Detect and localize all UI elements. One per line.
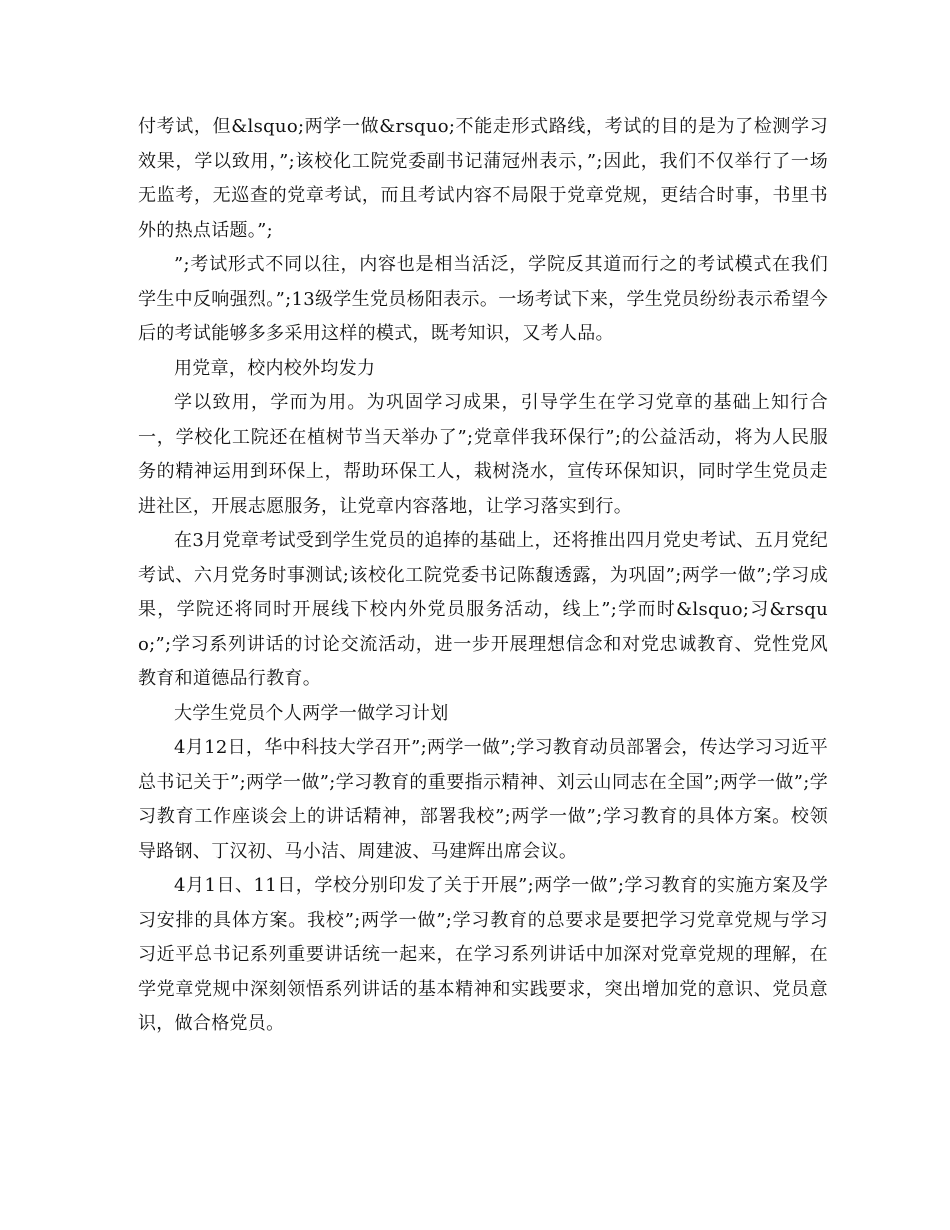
paragraph-6: 4月1日、11日，学校分别印发了关于开展”;两学一做”;学习教育的实施方案及学习安排的具体方案。我校”;两学一做”;学习教育的总要求是要把学习党章党规与学习习近平总书记系列重要讲话统一起来，在学习系列讲话中加深对党章党规的理解，在学党章党规中深刻领悟系列讲话的基本精神和实践要求，突出增加党的意识、党员意识，做合格党员。 <box>138 875 828 1034</box>
section-heading-study-plan: 大学生党员个人两学一做学习计划 <box>174 702 449 724</box>
paragraph-3: 学以致用，学而为用。为巩固学习成果，引导学生在学习党章的基础上知行合一，学校化工院还在植树节当天举办了”;党章伴我环保行”;的公益活动，将为人民服务的精神运用到环保上，帮助环保工人，栽树浇水，宣传环保知识，同时学生党员走进社区，开展志愿服务，让党章内容落地，让学习落实到行。 <box>138 392 828 517</box>
section-heading-use-party-charter: 用党章，校内校外均发力 <box>174 357 376 379</box>
paragraph-4: 在3月党章考试受到学生党员的追捧的基础上，还将推出四月党史考试、五月党纪考试、六月党务时事测试;该校化工院党委书记陈馥透露，为巩固”;两学一做”;学习成果，学院还将同时开展线下校内外党员服务活动，线上”;学而时&lsquo;习&rsquo;”;学习系列讲话的讨论交流活动，进一步开展理想信念和对党忠诚教育、党性党风教育和道德品行教育。 <box>138 530 828 689</box>
paragraph-2: ”;考试形式不同以往，内容也是相当活泛，学院反其道而行之的考试模式在我们学生中反响强烈。”;13级学生党员杨阳表示。一场考试下来，学生党员纷纷表示希望今后的考试能够多多采用这样的模式，既考知识，又考人品。 <box>138 254 828 344</box>
paragraph-1: 付考试，但&lsquo;两学一做&rsquo;不能走形式路线，考试的目的是为了检测学习效果，学以致用，”;该校化工院党委副书记蒲冠州表示，”;因此，我们不仅举行了一场无监考，无巡查的党章考试，而且考试内容不局限于党章党规，更结合时事，书里书外的热点话题。”; <box>138 116 828 241</box>
paragraph-5: 4月12日，华中科技大学召开”;两学一做”;学习教育动员部署会，传达学习习近平总书记关于”;两学一做”;学习教育的重要指示精神、刘云山同志在全国”;两学一做”;学习教育工作座谈会上的讲话精神，部署我校”;两学一做”;学习教育的具体方案。校领导路钢、丁汉初、马小洁、周建波、马建辉出席会议。 <box>138 737 828 862</box>
document-body <box>138 110 828 1042</box>
